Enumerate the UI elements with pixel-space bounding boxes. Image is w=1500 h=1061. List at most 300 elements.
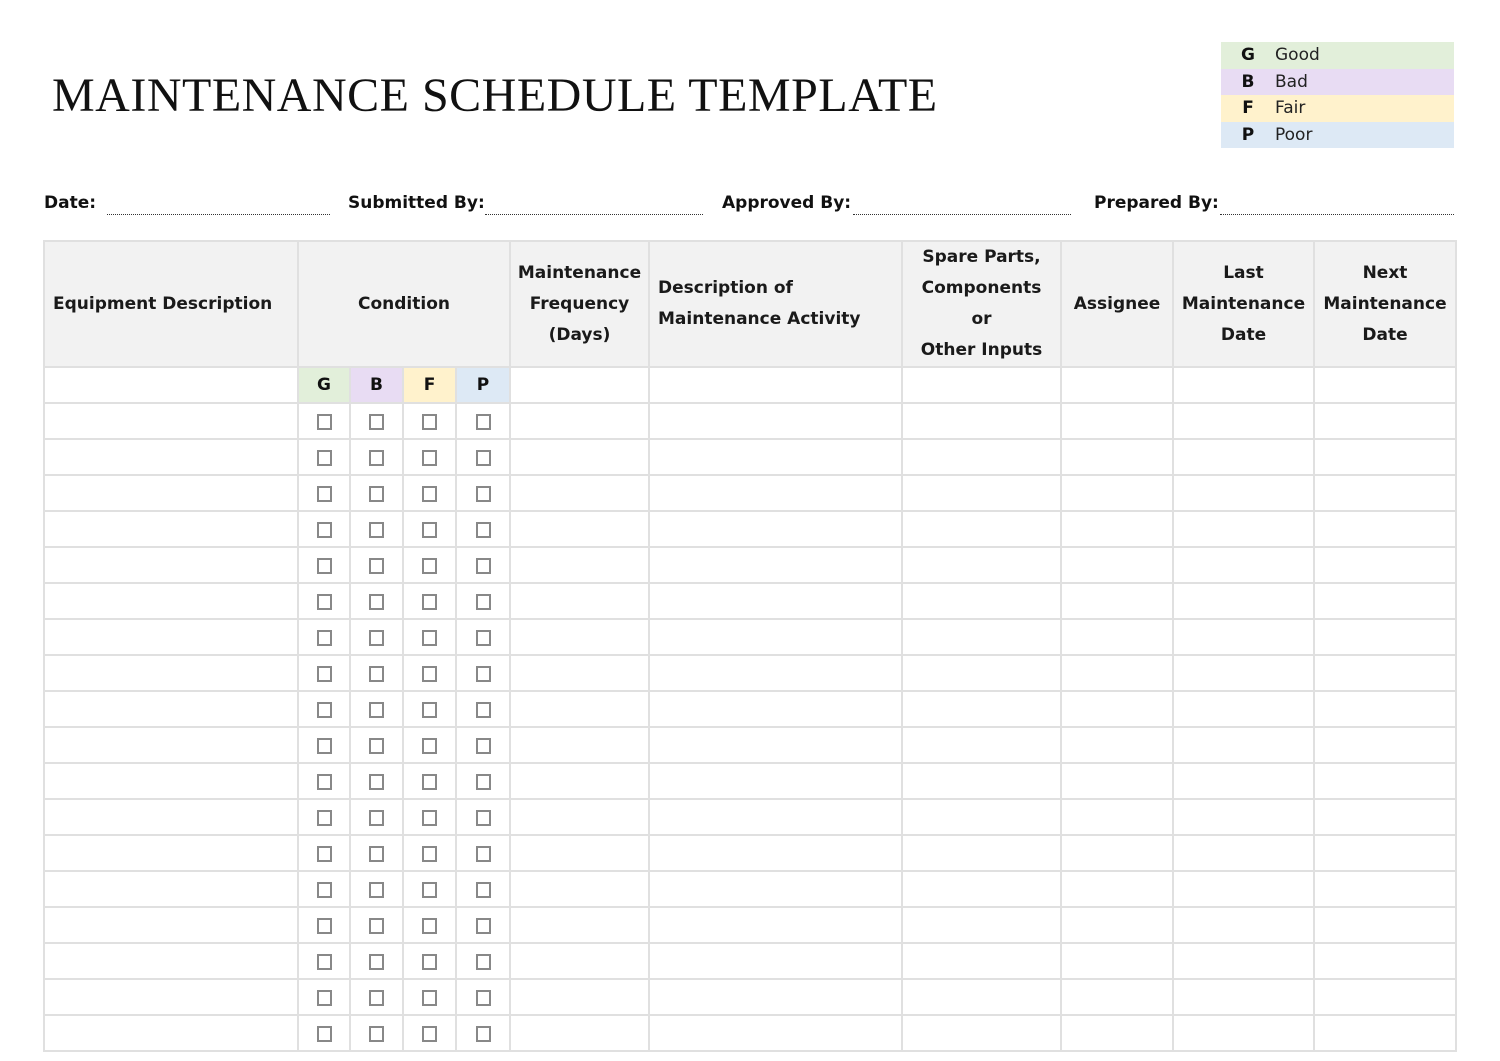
checkbox-g[interactable] <box>317 882 332 898</box>
legend-code: F <box>1242 98 1254 119</box>
activity-cell[interactable] <box>649 619 902 655</box>
checkbox-p[interactable] <box>476 810 491 826</box>
legend-label: Poor <box>1275 124 1313 145</box>
condition-cell <box>403 727 456 763</box>
condition-cell <box>350 583 403 619</box>
table-row <box>44 799 1456 835</box>
condition-cell <box>456 691 510 727</box>
equipment-cell[interactable] <box>44 871 298 907</box>
condition-cell <box>403 403 456 439</box>
checkbox-f[interactable] <box>422 486 437 502</box>
legend-bad <box>1221 69 1454 96</box>
assignee-cell[interactable] <box>1061 475 1173 511</box>
frequency-cell[interactable] <box>510 727 649 763</box>
last-date-cell[interactable] <box>1173 907 1314 943</box>
last-date-cell[interactable] <box>1173 475 1314 511</box>
activity-cell[interactable] <box>649 727 902 763</box>
approved-by-field[interactable] <box>853 214 1071 215</box>
checkbox-p[interactable] <box>476 558 491 574</box>
assignee-cell[interactable] <box>1061 763 1173 799</box>
spare-parts-cell[interactable] <box>902 655 1061 691</box>
checkbox-b[interactable] <box>369 414 384 430</box>
condition-cell <box>350 979 403 1015</box>
checkbox-b[interactable] <box>369 810 384 826</box>
next-date-cell[interactable] <box>1314 547 1456 583</box>
last-date-cell[interactable] <box>1173 691 1314 727</box>
checkbox-p[interactable] <box>476 918 491 934</box>
next-date-cell[interactable] <box>1314 1015 1456 1051</box>
checkbox-b[interactable] <box>369 882 384 898</box>
legend-poor <box>1221 122 1454 149</box>
table-row <box>44 691 1456 727</box>
equipment-cell[interactable] <box>44 439 298 475</box>
approved-by-label: Approved By: <box>722 193 852 213</box>
checkbox-p[interactable] <box>476 486 491 502</box>
condition-code-good: G <box>298 367 350 403</box>
checkbox-p[interactable] <box>476 594 491 610</box>
checkbox-f[interactable] <box>422 702 437 718</box>
activity-cell[interactable] <box>649 511 902 547</box>
submitted-by-label: Submitted By: <box>348 193 485 213</box>
condition-cell <box>403 763 456 799</box>
header-next-date <box>1314 241 1456 367</box>
assignee-cell[interactable] <box>1061 1015 1173 1051</box>
checkbox-g[interactable] <box>317 414 332 430</box>
equipment-cell[interactable] <box>44 403 298 439</box>
checkbox-p[interactable] <box>476 1026 491 1042</box>
last-date-cell[interactable] <box>1173 799 1314 835</box>
frequency-cell[interactable] <box>510 943 649 979</box>
legend-code: P <box>1241 124 1255 145</box>
frequency-cell[interactable] <box>510 979 649 1015</box>
spare-parts-cell[interactable] <box>902 763 1061 799</box>
checkbox-b[interactable] <box>369 666 384 682</box>
condition-cell <box>350 547 403 583</box>
frequency-cell[interactable] <box>510 511 649 547</box>
checkbox-f[interactable] <box>422 954 437 970</box>
checkbox-f[interactable] <box>422 810 437 826</box>
equipment-cell[interactable] <box>44 691 298 727</box>
equipment-cell[interactable] <box>44 799 298 835</box>
condition-cell <box>403 799 456 835</box>
frequency-cell[interactable] <box>510 691 649 727</box>
last-date-cell[interactable] <box>1173 547 1314 583</box>
last-date-cell[interactable] <box>1173 403 1314 439</box>
table-row <box>44 871 1456 907</box>
next-date-cell[interactable] <box>1314 511 1456 547</box>
last-date-cell[interactable] <box>1173 511 1314 547</box>
equipment-cell[interactable] <box>44 727 298 763</box>
table-row <box>44 511 1456 547</box>
condition-cell <box>403 619 456 655</box>
condition-cell <box>298 799 350 835</box>
assignee-cell[interactable] <box>1061 727 1173 763</box>
checkbox-g[interactable] <box>317 630 332 646</box>
next-date-cell[interactable] <box>1314 727 1456 763</box>
condition-cell <box>298 835 350 871</box>
checkbox-p[interactable] <box>476 702 491 718</box>
last-date-cell[interactable] <box>1173 763 1314 799</box>
cell[interactable] <box>902 367 1061 403</box>
checkbox-f[interactable] <box>422 558 437 574</box>
checkbox-b[interactable] <box>369 738 384 754</box>
checkbox-b[interactable] <box>369 1026 384 1042</box>
activity-cell[interactable] <box>649 871 902 907</box>
next-date-cell[interactable] <box>1314 619 1456 655</box>
condition-code-row <box>44 367 1456 403</box>
next-date-cell[interactable] <box>1314 583 1456 619</box>
checkbox-g[interactable] <box>317 450 332 466</box>
spare-parts-cell[interactable] <box>902 475 1061 511</box>
equipment-cell[interactable] <box>44 943 298 979</box>
condition-cell <box>298 583 350 619</box>
condition-cell <box>350 439 403 475</box>
equipment-cell[interactable] <box>44 1015 298 1051</box>
spare-parts-cell[interactable] <box>902 943 1061 979</box>
spare-parts-cell[interactable] <box>902 907 1061 943</box>
condition-cell <box>298 511 350 547</box>
equipment-cell[interactable] <box>44 835 298 871</box>
checkbox-g[interactable] <box>317 486 332 502</box>
condition-cell <box>350 511 403 547</box>
frequency-cell[interactable] <box>510 439 649 475</box>
cell[interactable] <box>649 367 902 403</box>
checkbox-p[interactable] <box>476 738 491 754</box>
cell[interactable] <box>1061 367 1173 403</box>
assignee-cell[interactable] <box>1061 511 1173 547</box>
checkbox-p[interactable] <box>476 846 491 862</box>
checkbox-b[interactable] <box>369 486 384 502</box>
next-date-cell[interactable] <box>1314 763 1456 799</box>
checkbox-g[interactable] <box>317 918 332 934</box>
checkbox-b[interactable] <box>369 558 384 574</box>
frequency-cell[interactable] <box>510 655 649 691</box>
checkbox-g[interactable] <box>317 990 332 1006</box>
equipment-cell[interactable] <box>44 583 298 619</box>
condition-cell <box>456 655 510 691</box>
last-date-cell[interactable] <box>1173 871 1314 907</box>
checkbox-g[interactable] <box>317 954 332 970</box>
checkbox-b[interactable] <box>369 846 384 862</box>
activity-cell[interactable] <box>649 439 902 475</box>
activity-cell[interactable] <box>649 691 902 727</box>
frequency-cell[interactable] <box>510 799 649 835</box>
checkbox-g[interactable] <box>317 810 332 826</box>
checkbox-g[interactable] <box>317 558 332 574</box>
checkbox-g[interactable] <box>317 1026 332 1042</box>
header-line: Maintenance <box>1181 293 1306 314</box>
table-row <box>44 1015 1456 1051</box>
equipment-cell[interactable] <box>44 907 298 943</box>
condition-cell <box>350 475 403 511</box>
header-line: Description of <box>658 278 793 298</box>
assignee-cell[interactable] <box>1061 655 1173 691</box>
header-assignee: Assignee <box>1061 241 1173 367</box>
condition-cell <box>298 403 350 439</box>
checkbox-f[interactable] <box>422 450 437 466</box>
next-date-cell[interactable] <box>1314 835 1456 871</box>
table-row <box>44 583 1456 619</box>
cell[interactable] <box>44 367 298 403</box>
cell[interactable] <box>1173 367 1314 403</box>
assignee-cell[interactable] <box>1061 799 1173 835</box>
condition-cell <box>350 691 403 727</box>
prepared-by-label: Prepared By: <box>1094 193 1219 213</box>
assignee-cell[interactable] <box>1061 403 1173 439</box>
spare-parts-cell[interactable] <box>902 871 1061 907</box>
frequency-cell[interactable] <box>510 583 649 619</box>
header-line: Date <box>1362 324 1408 345</box>
equipment-cell[interactable] <box>44 763 298 799</box>
condition-cell <box>456 439 510 475</box>
assignee-cell[interactable] <box>1061 835 1173 871</box>
condition-cell <box>456 907 510 943</box>
condition-cell <box>403 475 456 511</box>
last-date-cell[interactable] <box>1173 979 1314 1015</box>
next-date-cell[interactable] <box>1314 655 1456 691</box>
condition-cell <box>403 547 456 583</box>
activity-cell[interactable] <box>649 763 902 799</box>
checkbox-g[interactable] <box>317 774 332 790</box>
activity-cell[interactable] <box>649 943 902 979</box>
checkbox-g[interactable] <box>317 666 332 682</box>
checkbox-g[interactable] <box>317 738 332 754</box>
condition-code-bad: B <box>350 367 403 403</box>
legend-label: Fair <box>1275 98 1306 119</box>
checkbox-f[interactable] <box>422 990 437 1006</box>
checkbox-g[interactable] <box>317 522 332 538</box>
assignee-cell[interactable] <box>1061 979 1173 1015</box>
checkbox-b[interactable] <box>369 774 384 790</box>
frequency-cell[interactable] <box>510 403 649 439</box>
condition-cell <box>298 727 350 763</box>
checkbox-f[interactable] <box>422 774 437 790</box>
checkbox-p[interactable] <box>476 450 491 466</box>
condition-cell <box>403 1015 456 1051</box>
header-row <box>44 241 1456 367</box>
frequency-cell[interactable] <box>510 907 649 943</box>
checkbox-p[interactable] <box>476 774 491 790</box>
maintenance-table <box>43 240 1457 1052</box>
last-date-cell[interactable] <box>1173 727 1314 763</box>
checkbox-p[interactable] <box>476 666 491 682</box>
equipment-cell[interactable] <box>44 547 298 583</box>
next-date-cell[interactable] <box>1314 475 1456 511</box>
condition-cell <box>350 727 403 763</box>
legend-label: Bad <box>1275 71 1308 92</box>
activity-cell[interactable] <box>649 835 902 871</box>
equipment-cell[interactable] <box>44 475 298 511</box>
condition-cell <box>456 799 510 835</box>
spare-parts-cell[interactable] <box>902 835 1061 871</box>
cell[interactable] <box>510 367 649 403</box>
activity-cell[interactable] <box>649 475 902 511</box>
checkbox-p[interactable] <box>476 522 491 538</box>
assignee-cell[interactable] <box>1061 871 1173 907</box>
last-date-cell[interactable] <box>1173 619 1314 655</box>
next-date-cell[interactable] <box>1314 799 1456 835</box>
header-line: Other Inputs <box>920 340 1043 360</box>
spare-parts-cell[interactable] <box>902 979 1061 1015</box>
condition-cell <box>456 619 510 655</box>
header-line: Maintenance <box>1323 293 1447 314</box>
condition-cell <box>298 655 350 691</box>
table-row <box>44 475 1456 511</box>
assignee-cell[interactable] <box>1061 619 1173 655</box>
spare-parts-cell[interactable] <box>902 547 1061 583</box>
table-row <box>44 619 1456 655</box>
equipment-cell[interactable] <box>44 619 298 655</box>
assignee-cell[interactable] <box>1061 943 1173 979</box>
prepared-by-field[interactable] <box>1220 214 1454 215</box>
checkbox-f[interactable] <box>422 414 437 430</box>
condition-cell <box>456 403 510 439</box>
condition-cell <box>350 619 403 655</box>
frequency-cell[interactable] <box>510 871 649 907</box>
assignee-cell[interactable] <box>1061 439 1173 475</box>
checkbox-f[interactable] <box>422 846 437 862</box>
header-line: Next <box>1362 262 1408 283</box>
condition-cell <box>298 907 350 943</box>
legend-fair <box>1221 95 1454 122</box>
condition-cell <box>456 871 510 907</box>
checkbox-f[interactable] <box>422 630 437 646</box>
checkbox-b[interactable] <box>369 450 384 466</box>
condition-cell <box>298 871 350 907</box>
frequency-cell[interactable] <box>510 475 649 511</box>
equipment-cell[interactable] <box>44 655 298 691</box>
checkbox-f[interactable] <box>422 882 437 898</box>
next-date-cell[interactable] <box>1314 907 1456 943</box>
activity-cell[interactable] <box>649 655 902 691</box>
condition-cell <box>456 475 510 511</box>
spare-parts-cell[interactable] <box>902 799 1061 835</box>
legend-label: Good <box>1275 45 1320 66</box>
header-line: Last <box>1223 262 1264 283</box>
checkbox-b[interactable] <box>369 522 384 538</box>
spare-parts-cell[interactable] <box>902 583 1061 619</box>
header-frequency <box>510 241 649 367</box>
date-field[interactable] <box>107 214 330 215</box>
checkbox-f[interactable] <box>422 594 437 610</box>
checkbox-g[interactable] <box>317 594 332 610</box>
cell[interactable] <box>1314 367 1456 403</box>
checkbox-f[interactable] <box>422 1026 437 1042</box>
header-line: Components or <box>921 278 1042 329</box>
frequency-cell[interactable] <box>510 763 649 799</box>
last-date-cell[interactable] <box>1173 943 1314 979</box>
header-line: (Days) <box>548 324 611 345</box>
condition-code-fair: F <box>403 367 456 403</box>
last-date-cell[interactable] <box>1173 439 1314 475</box>
checkbox-f[interactable] <box>422 666 437 682</box>
frequency-cell[interactable] <box>510 547 649 583</box>
table-row <box>44 763 1456 799</box>
activity-cell[interactable] <box>649 799 902 835</box>
frequency-cell[interactable] <box>510 835 649 871</box>
assignee-cell[interactable] <box>1061 547 1173 583</box>
last-date-cell[interactable] <box>1173 835 1314 871</box>
activity-cell[interactable] <box>649 979 902 1015</box>
checkbox-b[interactable] <box>369 594 384 610</box>
condition-cell <box>403 583 456 619</box>
condition-cell <box>350 943 403 979</box>
condition-cell <box>456 583 510 619</box>
spare-parts-cell[interactable] <box>902 727 1061 763</box>
checkbox-b[interactable] <box>369 702 384 718</box>
next-date-cell[interactable] <box>1314 943 1456 979</box>
checkbox-p[interactable] <box>476 882 491 898</box>
checkbox-b[interactable] <box>369 954 384 970</box>
spare-parts-cell[interactable] <box>902 439 1061 475</box>
condition-cell <box>456 727 510 763</box>
assignee-cell[interactable] <box>1061 691 1173 727</box>
checkbox-b[interactable] <box>369 990 384 1006</box>
next-date-cell[interactable] <box>1314 439 1456 475</box>
spare-parts-cell[interactable] <box>902 1015 1061 1051</box>
table-row <box>44 979 1456 1015</box>
spare-parts-cell[interactable] <box>902 403 1061 439</box>
header-spare-parts <box>902 241 1061 367</box>
frequency-cell[interactable] <box>510 619 649 655</box>
assignee-cell[interactable] <box>1061 907 1173 943</box>
checkbox-b[interactable] <box>369 918 384 934</box>
condition-cell <box>350 1015 403 1051</box>
submitted-by-field[interactable] <box>485 214 703 215</box>
header-activity <box>649 241 902 367</box>
condition-cell <box>298 979 350 1015</box>
checkbox-g[interactable] <box>317 846 332 862</box>
activity-cell[interactable] <box>649 583 902 619</box>
checkbox-f[interactable] <box>422 918 437 934</box>
checkbox-p[interactable] <box>476 630 491 646</box>
checkbox-b[interactable] <box>369 630 384 646</box>
equipment-cell[interactable] <box>44 511 298 547</box>
frequency-cell[interactable] <box>510 1015 649 1051</box>
last-date-cell[interactable] <box>1173 655 1314 691</box>
activity-cell[interactable] <box>649 907 902 943</box>
last-date-cell[interactable] <box>1173 583 1314 619</box>
condition-cell <box>456 763 510 799</box>
assignee-cell[interactable] <box>1061 583 1173 619</box>
condition-cell <box>403 979 456 1015</box>
table-row <box>44 655 1456 691</box>
spare-parts-cell[interactable] <box>902 511 1061 547</box>
activity-cell[interactable] <box>649 547 902 583</box>
checkbox-f[interactable] <box>422 522 437 538</box>
legend-code: G <box>1241 45 1255 66</box>
checkbox-g[interactable] <box>317 702 332 718</box>
condition-cell <box>403 835 456 871</box>
next-date-cell[interactable] <box>1314 871 1456 907</box>
next-date-cell[interactable] <box>1314 691 1456 727</box>
checkbox-p[interactable] <box>476 954 491 970</box>
condition-cell <box>298 619 350 655</box>
header-condition: Condition <box>298 241 510 367</box>
next-date-cell[interactable] <box>1314 403 1456 439</box>
checkbox-f[interactable] <box>422 738 437 754</box>
checkbox-p[interactable] <box>476 990 491 1006</box>
last-date-cell[interactable] <box>1173 1015 1314 1051</box>
spare-parts-cell[interactable] <box>902 691 1061 727</box>
activity-cell[interactable] <box>649 403 902 439</box>
next-date-cell[interactable] <box>1314 979 1456 1015</box>
page-title: MAINTENANCE SCHEDULE TEMPLATE <box>52 69 938 122</box>
equipment-cell[interactable] <box>44 979 298 1015</box>
activity-cell[interactable] <box>649 1015 902 1051</box>
spare-parts-cell[interactable] <box>902 619 1061 655</box>
checkbox-p[interactable] <box>476 414 491 430</box>
